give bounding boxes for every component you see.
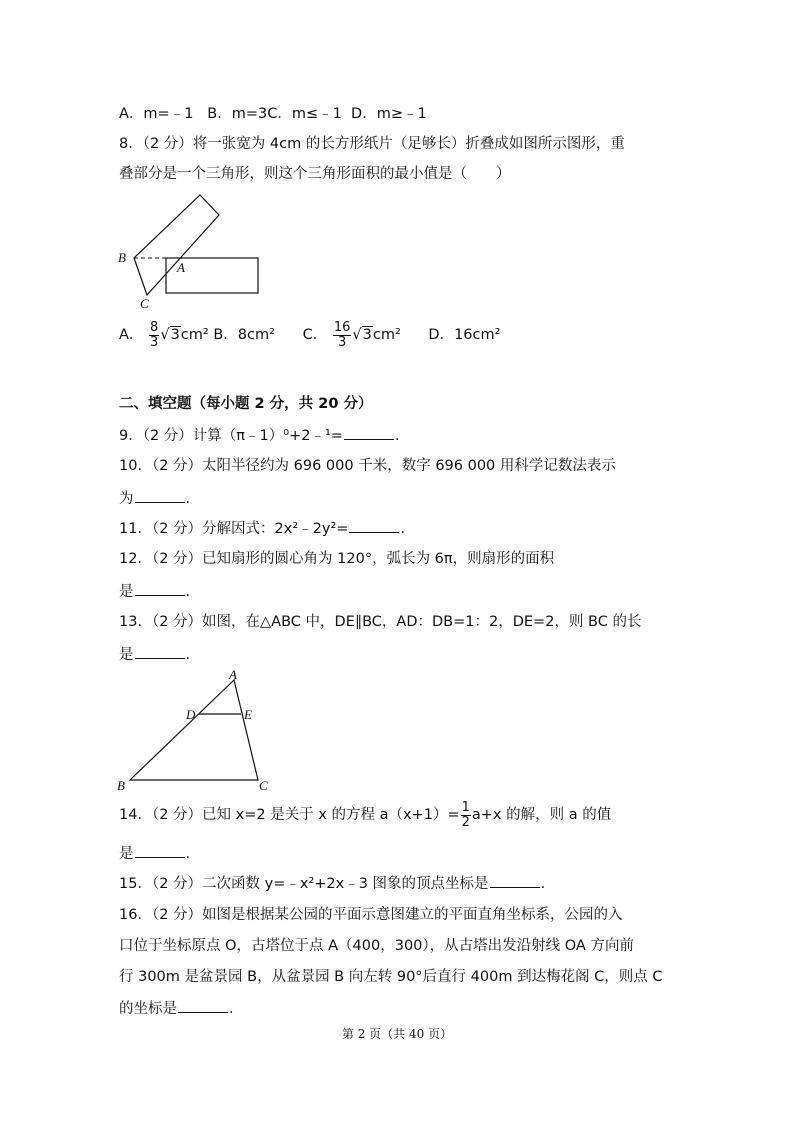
q12-answer-blank bbox=[135, 581, 185, 596]
q13-label-b: B bbox=[117, 778, 125, 793]
q13-line2: 是 . bbox=[119, 644, 190, 665]
q11: 11．（2 分）分解因式：2x²﹣2y²= . bbox=[119, 518, 405, 539]
q8-option-c: C． $\frac{16}{3}$ √3cm² bbox=[302, 319, 401, 350]
q16-line3: 行 300m 是盆景园 B，从盆景园 B 向左转 90°后直行 400m 到达梅花阁 C，则点 C bbox=[119, 969, 663, 985]
q8-option-c-fraction: $\frac{16}{3}$ bbox=[333, 319, 351, 350]
q8-option-a-sqrt: √3 bbox=[160, 327, 180, 343]
q8-option-d: D．16cm² bbox=[428, 327, 501, 343]
page-footer: 第 2 页（共 40 页） bbox=[341, 1027, 453, 1041]
q12-line1: 12．（2 分）已知扇形的圆心角为 120°，弧长为 6π，则扇形的面积 bbox=[119, 551, 555, 567]
q13-line1: 13．（2 分）如图，在△ABC 中，DE∥BC，AD：DB=1：2，DE=2，则 BC 的长 bbox=[119, 614, 642, 630]
q8-figure bbox=[112, 190, 272, 312]
q15-answer-blank bbox=[490, 873, 540, 888]
q7-options bbox=[119, 104, 427, 124]
q13-triangle-abc bbox=[130, 680, 258, 780]
q9-answer-blank bbox=[344, 425, 394, 440]
q13-label-a: A bbox=[229, 668, 237, 682]
q8-option-a-fraction: $\frac{8}{3}$ bbox=[150, 319, 159, 350]
q8-label-c: C bbox=[140, 296, 149, 311]
q14-line1: 14．（2 分）已知 x=2 是关于 x 的方程 a（x+1）= $\frac{1}{2}$ a+x 的解，则 a 的值 bbox=[119, 799, 612, 830]
q16-answer-blank bbox=[178, 998, 228, 1013]
q16-line2: 口位于坐标原点 O，古塔位于点 A（400，300），从古塔出发沿射线 OA 方向前 bbox=[119, 938, 634, 954]
q16-line1: 16．（2 分）如图是根据某公园的平面示意图建立的平面直角坐标系，公园的入 bbox=[119, 907, 623, 923]
q7-option-a: A．m=﹣1 bbox=[119, 106, 194, 122]
q9: 9．（2 分）计算（π﹣1）⁰+2﹣¹= . bbox=[119, 425, 400, 446]
q8-folded-strip bbox=[134, 195, 219, 295]
q14-fraction: $\frac{1}{2}$ bbox=[461, 799, 470, 830]
q8-option-a: A． $\frac{8}{3}$ √3cm² bbox=[119, 319, 209, 350]
q7-option-b: B．m=3 bbox=[207, 106, 268, 122]
q8-label-b: B bbox=[118, 250, 126, 265]
q13-label-d: D bbox=[186, 707, 196, 722]
q8-option-b: B．8cm² bbox=[213, 327, 275, 343]
q10-line1: 10．（2 分）太阳半径约为 696 000 千米，数字 696 000 用科学记数法表示 bbox=[119, 458, 616, 474]
q8-options bbox=[119, 320, 500, 350]
q16-line4: 的坐标是 . bbox=[119, 998, 234, 1019]
q10-line2: 为 . bbox=[119, 488, 190, 509]
q14-answer-blank bbox=[135, 843, 185, 858]
q7-option-c: C．m≤﹣1 bbox=[267, 106, 342, 122]
q8-label-a: A bbox=[177, 260, 185, 275]
q13-label-c: C bbox=[259, 778, 268, 793]
q13-label-e: E bbox=[244, 707, 252, 722]
q10-answer-blank bbox=[135, 488, 185, 503]
q14-line2: 是 . bbox=[119, 843, 190, 864]
q13-answer-blank bbox=[135, 644, 185, 659]
q7-option-d: D．m≥﹣1 bbox=[351, 106, 427, 122]
section-2-heading: 二、填空题（每小题 2 分，共 20 分） bbox=[119, 396, 373, 412]
q12-line2: 是 . bbox=[119, 581, 190, 602]
q15: 15．（2 分）二次函数 y=﹣x²+2x﹣3 图象的顶点坐标是 . bbox=[119, 873, 545, 894]
q8-stem-line1: 8．（2 分）将一张宽为 4cm 的长方形纸片（足够长）折叠成如图所示图形，重 bbox=[119, 136, 625, 152]
q11-answer-blank bbox=[349, 518, 399, 533]
q8-stem-line2: 叠部分是一个三角形，则这个三角形面积的最小值是（ ） bbox=[119, 166, 511, 182]
q8-option-c-sqrt: √3 bbox=[352, 327, 372, 343]
q13-figure bbox=[112, 668, 282, 794]
